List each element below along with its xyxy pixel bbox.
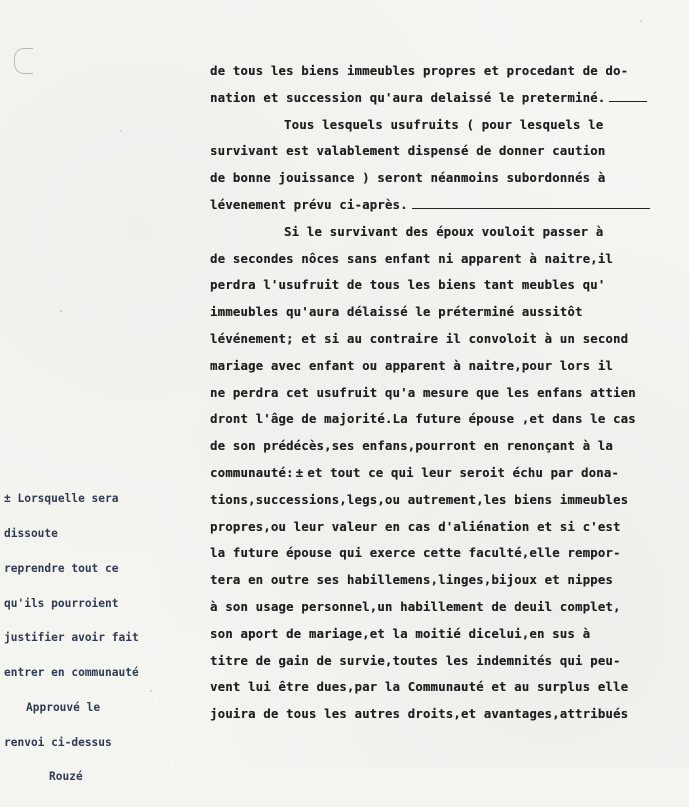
text-line: son aport de mariage,et la moitié dicelui,en sus à bbox=[210, 626, 591, 641]
text-line: lévénement; et si au contraire il convoloit à un second bbox=[210, 331, 629, 346]
text-line: de secondes nôces sans enfant ni apparent à naitre,il bbox=[210, 251, 613, 266]
text-line: jouira de tous les autres droits,et avantages,attribués bbox=[210, 707, 629, 722]
text-line: propres,ou leur valeur en cas d'aliénation et si c'est bbox=[210, 519, 621, 534]
text-line-content: lévenement prévu ci-après. bbox=[210, 197, 408, 212]
text-line bbox=[210, 192, 670, 219]
text-line: de bonne jouissance ) seront néanmoins subordonnés à bbox=[210, 171, 606, 186]
text-line: de tous les biens immeubles propres et procedant de do- bbox=[210, 64, 629, 78]
text-line: ne perdra cet usufruit qu'a mesure que les enfans attien bbox=[210, 385, 636, 400]
scan-speck bbox=[640, 20, 642, 22]
margin-note-line: justifier avoir fait bbox=[4, 631, 139, 645]
margin-note-line: entrer en communauté bbox=[4, 666, 139, 680]
text-line: survivant est valablement dispensé de donner caution bbox=[210, 144, 606, 159]
text-line bbox=[210, 85, 670, 112]
typed-text-block bbox=[210, 58, 670, 728]
margin-note-line: Approuvé le bbox=[26, 700, 101, 714]
text-line: Si le survivant des époux vouloit passer à bbox=[284, 224, 604, 239]
text-line bbox=[210, 460, 670, 487]
text-line: tions,successions,legs,ou autrement,les biens immeubles bbox=[210, 492, 629, 507]
margin-note-line: dissoute bbox=[4, 526, 58, 540]
text-line: dront l'âge de majorité.La future épouse ,et dans le cas bbox=[210, 412, 636, 427]
text-line-content: nation et succession qu'aura delaissé le preterminé. bbox=[210, 90, 606, 105]
text-line: Tous lesquels usufruits ( pour lesquels le bbox=[284, 117, 604, 132]
margin-note-line: renvoi ci-dessus bbox=[4, 735, 112, 749]
text-line: mariage avec enfant ou apparent à naitre,pour lors il bbox=[210, 358, 613, 373]
text-line: tera en outre ses habillemens,linges,bijoux et nippes bbox=[210, 573, 613, 588]
scan-speck bbox=[60, 310, 62, 312]
fill-rule bbox=[412, 198, 650, 209]
margin-note-line: qu'ils pourroient bbox=[4, 596, 119, 610]
scan-speck bbox=[120, 130, 122, 132]
text-line: immeubles qu'aura délaissé le préterminé aussitôt bbox=[210, 305, 583, 320]
fill-rule bbox=[609, 91, 647, 102]
margin-note bbox=[4, 470, 184, 806]
text-line: vent lui être dues,par la Communauté et au surplus elle bbox=[210, 680, 629, 695]
text-line: de son prédécès,ses enfans,pourront en renonçant à la bbox=[210, 439, 613, 454]
margin-note-line: reprendre tout ce bbox=[4, 561, 119, 575]
text-line: titre de gain de survie,toutes les indemnités qui peu- bbox=[210, 653, 621, 668]
text-line: à son usage personnel,un habillement de deuil complet, bbox=[210, 599, 621, 614]
text-line-content: communauté: bbox=[210, 465, 294, 480]
text-line-content: et tout ce qui leur seroit échu par dona- bbox=[307, 465, 619, 480]
scan-speck bbox=[150, 690, 152, 692]
scan-corner-mark bbox=[14, 48, 33, 74]
text-line: perdra l'usufruit de tous les biens tant meubles qu' bbox=[210, 278, 606, 293]
margin-note-line: ± Lorsquelle sera bbox=[4, 492, 119, 506]
margin-note-signature: Rouzé bbox=[49, 770, 83, 784]
text-line: la future épouse qui exerce cette faculté,elle rempor- bbox=[210, 546, 621, 561]
renvoi-mark: ± bbox=[295, 465, 304, 480]
